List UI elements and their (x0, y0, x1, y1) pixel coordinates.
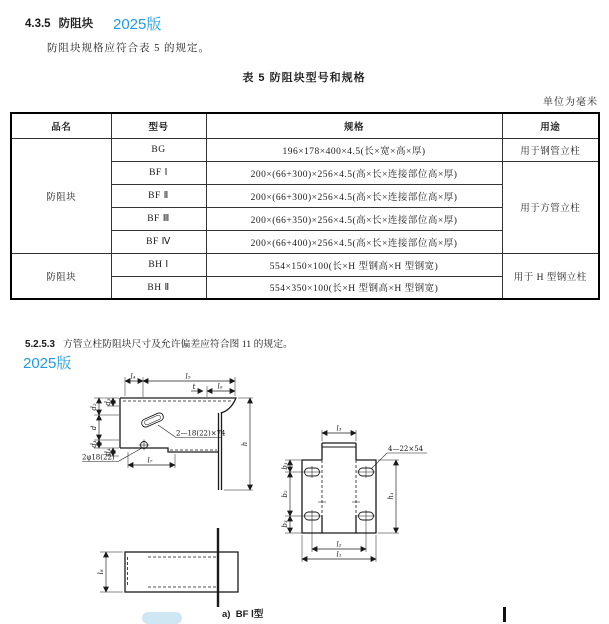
dim-l5: l₅ (185, 372, 191, 381)
dim-l1: l₁ (336, 550, 342, 559)
section-heading (25, 15, 93, 31)
dim-l2: l₂ (336, 540, 342, 549)
side-view (82, 373, 253, 491)
figure-caption: a) BF Ⅰ型 (222, 609, 264, 620)
usage-cell: 用于钢管立柱 (502, 138, 599, 161)
col-header-xinghao: 型号 (111, 113, 206, 138)
version-badge-bottom: 2025版 (23, 355, 72, 372)
dim-d3: d₃ (104, 398, 112, 406)
col-header-guige: 规格 (206, 113, 502, 138)
round-callout-label: 2φ18(22) (82, 453, 115, 462)
group1-name-cell: 防阻块 (11, 138, 111, 253)
figure-drawing (0, 370, 609, 622)
dim-d: d (90, 425, 98, 431)
dim-l6: l₆ (217, 382, 223, 391)
dim-b2: b₂ (281, 490, 289, 498)
dim-b3: b₃ (281, 520, 289, 528)
clause2-number: 5.2.5.3 (25, 339, 55, 350)
spec-cell: 554×350×100(长×H 型钢高×H 型钢宽) (206, 276, 502, 299)
highlight-blob (142, 612, 182, 624)
table-row (11, 253, 599, 276)
model-cell: BG (111, 138, 206, 161)
usage-cell: 用于方管立柱 (502, 161, 599, 253)
spec-cell: 200×(66+350)×256×4.5(高×长×连接部位高×厚) (206, 207, 502, 230)
col-header-pinming: 品名 (11, 113, 111, 138)
spec-cell: 554×150×100(长×H 型钢高×H 型钢宽) (206, 253, 502, 276)
model-cell: BF Ⅱ (111, 184, 206, 207)
spec-table (10, 112, 600, 300)
clause2-paragraph (25, 336, 293, 350)
version-badge-top: 2025版 (113, 16, 162, 33)
top-view (97, 528, 238, 607)
dim-l3: l₃ (336, 424, 342, 433)
col-header-yongtu: 用途 (502, 113, 599, 138)
intro-paragraph: 防阻块规格应符合表 5 的规定。 (47, 43, 210, 54)
table-header-row (11, 113, 599, 138)
usage-cell: 用于 H 型钢立柱 (502, 253, 599, 299)
slot-hole (140, 412, 164, 429)
section-title: 防阻块 (58, 18, 94, 30)
model-cell: BF Ⅲ (111, 207, 206, 230)
model-cell: BH Ⅰ (111, 253, 206, 276)
table-title: 表 5 防阻块型号和规格 (242, 72, 366, 84)
spec-cell: 196×178×400×4.5(长×宽×高×厚) (206, 138, 502, 161)
group2-name-cell: 防阻块 (11, 253, 111, 299)
front-slot-holes (303, 466, 375, 522)
spec-cell: 200×(66+300)×256×4.5(高×长×连接部位高×厚) (206, 161, 502, 184)
model-cell: BF Ⅰ (111, 161, 206, 184)
spec-cell: 200×(66+400)×256×4.5(高×长×连接部位高×厚) (206, 230, 502, 253)
unit-note: 单位为毫米 (543, 97, 598, 108)
page-edge-mark (503, 607, 506, 622)
dim-h1: h₁ (387, 492, 395, 500)
dim-d4: d₄ (104, 448, 112, 456)
model-cell: BH Ⅱ (111, 276, 206, 299)
dim-l7: l₇ (147, 456, 153, 465)
model-cell: BF Ⅳ (111, 230, 206, 253)
clause2-body: 方管立柱防阻块尺寸及允许偏差应符合图 11 的规定。 (62, 339, 293, 350)
dim-h: h (241, 441, 249, 447)
dim-d1: d₁ (90, 440, 98, 448)
table-row (11, 138, 599, 161)
dim-t: t (192, 383, 196, 391)
dim-d2: d₂ (90, 403, 98, 411)
spec-cell: 200×(66+300)×256×4.5(高×长×连接部位高×厚) (206, 184, 502, 207)
dim-l4: l₄ (130, 372, 136, 381)
section-number: 4.3.5 (25, 18, 51, 30)
front-callout-label: 4—22×54 (388, 445, 424, 453)
front-view (281, 425, 427, 563)
dim-l8: l₈ (97, 569, 105, 575)
slot-callout-label: 2—18(22)×74 (176, 429, 226, 438)
dim-b1: b₁ (281, 462, 289, 470)
